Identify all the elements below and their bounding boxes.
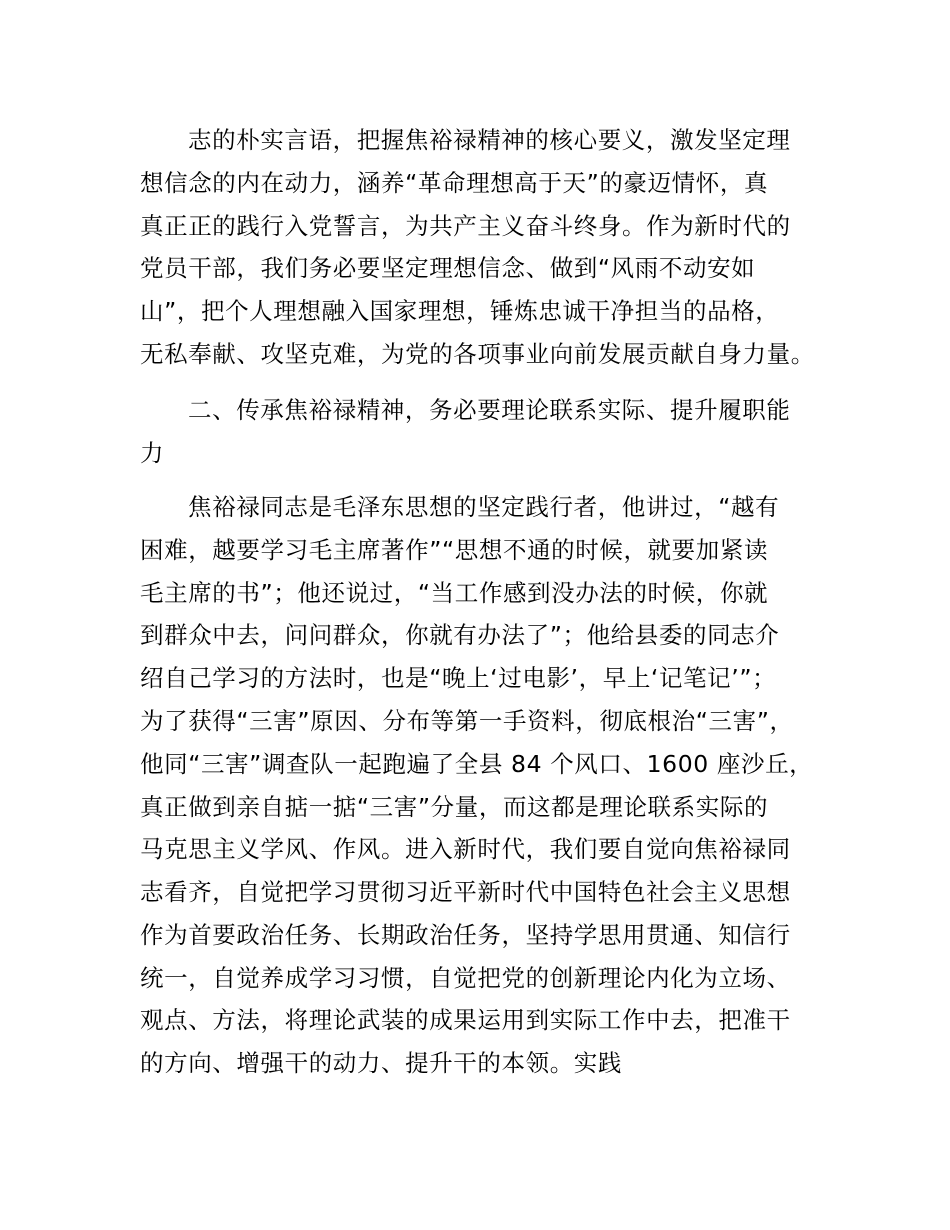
text-line: 想信念的内在动力，涵养“革命理想高于天”的豪迈情怀，真 <box>140 169 769 197</box>
text-line: 的方向、增强干的动力、提升干的本领。实践 <box>140 1049 622 1077</box>
text-line: 作为首要政治任务、长期政治任务，坚持学思用贯通、知信行 <box>140 921 791 949</box>
text-line: 他同“三害”调查队一起跑遍了全县 84 个风口、1600 座沙丘， <box>140 750 814 778</box>
text-line: 马克思主义学风、作风。进入新时代，我们要自觉向焦裕禄同 <box>140 835 791 863</box>
text-line: 志的朴实言语，把握焦裕禄精神的核心要义，激发坚定理 <box>188 126 791 154</box>
text-line: 观点、方法，将理论武装的成果运用到实际工作中去，把准干 <box>140 1006 791 1034</box>
text-line: 统一，自觉养成学习习惯，自觉把党的创新理论内化为立场、 <box>140 964 791 992</box>
text-line: 真正做到亲自掂一掂“三害”分量，而这都是理论联系实际的 <box>140 793 769 821</box>
text-line: 党员干部，我们务必要坚定理想信念、做到“风雨不动安如 <box>140 254 756 282</box>
text-line: 山”，把个人理想融入国家理想，锤炼忠诚干净担当的品格， <box>140 297 780 325</box>
text-line: 毛主席的书”；他还说过，“当工作感到没办法的时候，你就 <box>140 579 769 607</box>
text-line: 真正正的践行入党誓言，为共产主义奋斗终身。作为新时代的 <box>140 212 791 240</box>
text-line: 无私奉献、攻坚克难，为党的各项事业向前发展贡献自身力量。 <box>140 340 815 368</box>
text-line: 到群众中去，问问群众，你就有办法了”；他给县委的同志介 <box>140 621 780 649</box>
text-line: 绍自己学习的方法时，也是“晚上‘过电影’，早上‘记笔记’”； <box>140 664 777 692</box>
text-line: 为了获得“三害”原因、分布等第一手资料，彻底根治“三害”， <box>140 707 794 735</box>
section-heading: 二、传承焦裕禄精神，务必要理论联系实际、提升履职能 <box>188 396 791 424</box>
text-line: 困难，越要学习毛主席著作”“思想不通的时候，就要加紧读 <box>140 536 769 564</box>
text-line: 志看齐，自觉把学习贯彻习近平新时代中国特色社会主义思想 <box>140 878 791 906</box>
text-line: 焦裕禄同志是毛泽东思想的坚定践行者，他讲过，“越有 <box>188 493 780 521</box>
section-heading-continuation: 力 <box>140 439 165 467</box>
